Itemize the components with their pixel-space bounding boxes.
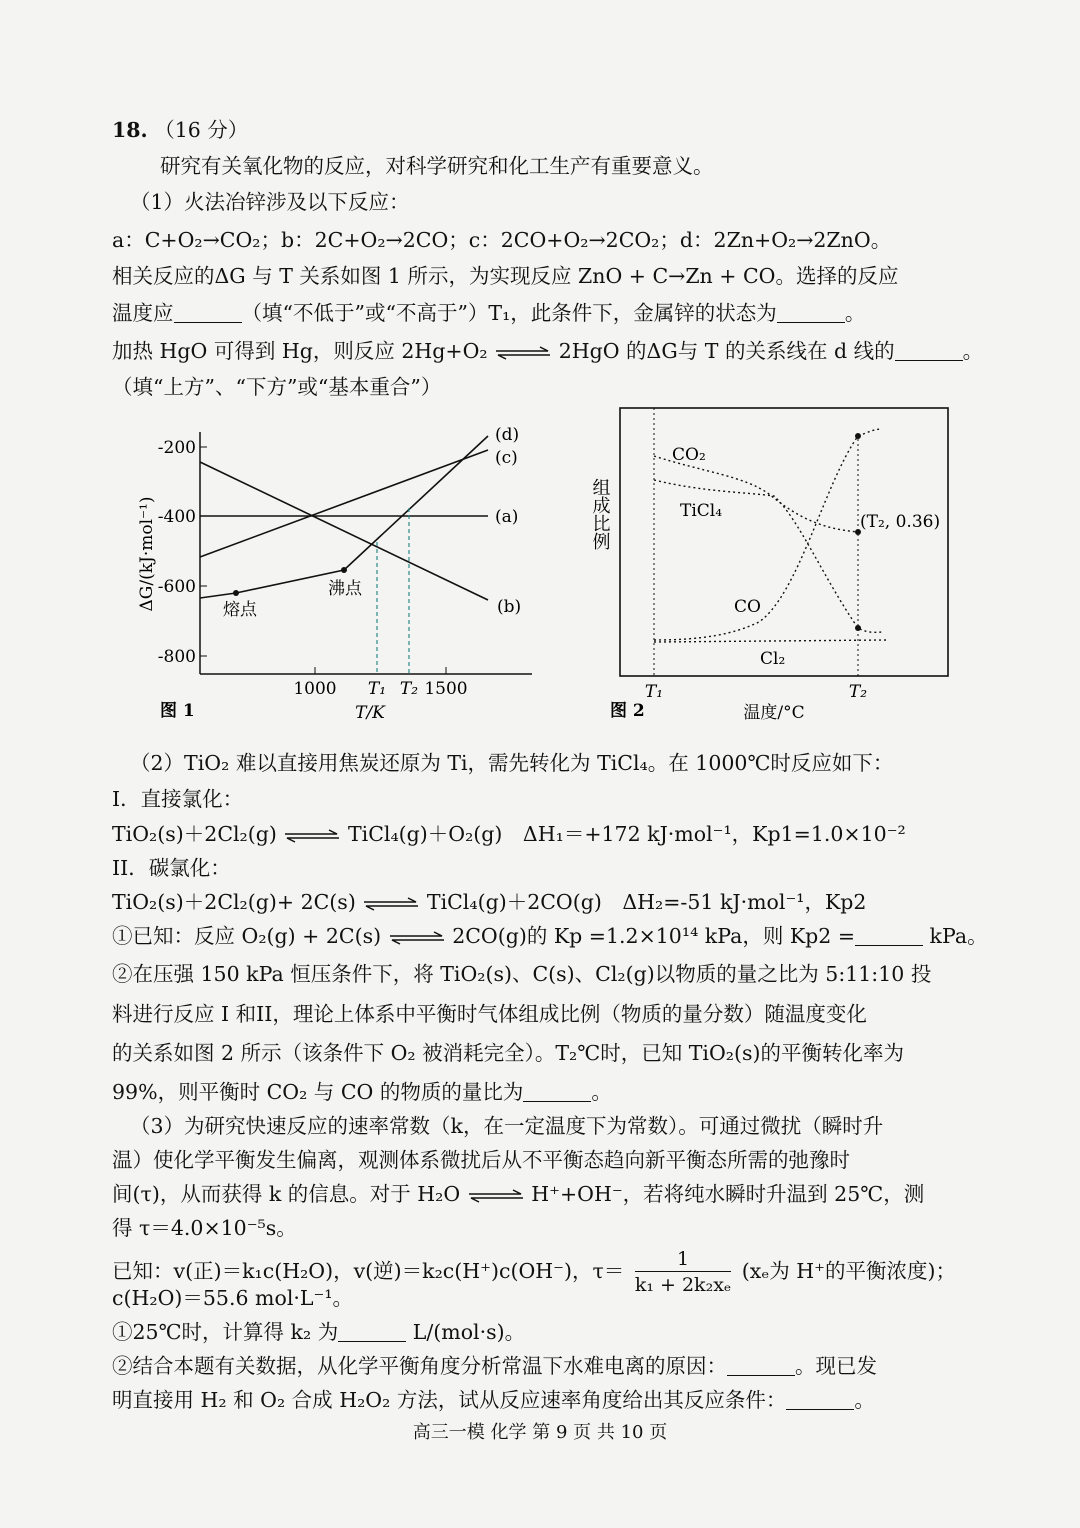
part1-line3: 加热 HgO 可得到 Hg，则反应 2Hg+O₂ 2HgO 的ΔG与 T 的关系线在 d 线的 。 bbox=[112, 339, 984, 363]
question-header bbox=[112, 116, 248, 144]
fig1-melting-label: 熔点 bbox=[223, 600, 257, 620]
fig1-label-b: (b) bbox=[497, 597, 522, 617]
answer-blank-6[interactable] bbox=[338, 1323, 406, 1342]
part2-q2-line1: ②在压强 150 kPa 恒压条件下，将 TiO₂(s)、C(s)、Cl₂(g)以物质的量之比为 5:11:10 投 bbox=[112, 962, 932, 986]
fig1-line-d bbox=[200, 436, 488, 598]
part3-line6: c(H₂O)＝55.6 mol·L⁻¹。 bbox=[112, 1286, 354, 1310]
fig2-xtick: T₂ bbox=[848, 682, 868, 702]
part2-reaction-ii: TiO₂(s)＋2Cl₂(g)+ 2C(s) TiCl₄(g)＋2CO(g) ΔH₂=-51 kJ·mol⁻¹，Kp2 bbox=[112, 890, 867, 914]
question-number: 18. bbox=[112, 118, 148, 142]
fig2-curve-cl2 bbox=[654, 640, 886, 642]
fig1-boiling-label: 沸点 bbox=[328, 579, 362, 599]
part1-line2: 温度应 （填“不低于”或“不高于”）T₁，此条件下，金属锌的状态为 。 bbox=[112, 301, 866, 325]
fraction-denominator: k₁ + 2k₂xₑ bbox=[634, 1274, 732, 1296]
fig1-label-d: (d) bbox=[495, 425, 520, 445]
tau-fraction bbox=[635, 1247, 731, 1298]
intro-text: 研究有关氧化物的反应，对科学研究和化工生产有重要意义。 bbox=[160, 154, 714, 178]
answer-blank-1[interactable] bbox=[174, 304, 242, 323]
equilibrium-arrow-icon bbox=[283, 829, 341, 843]
page-footer: 高三一模 化学 第 9 页 共 10 页 bbox=[412, 1422, 668, 1443]
fig2-caption: 图 2 bbox=[610, 701, 645, 721]
equilibrium-arrow-icon bbox=[467, 1189, 525, 1203]
fig1-caption: 图 1 bbox=[160, 701, 195, 721]
fig1-line-c bbox=[200, 450, 488, 557]
figure1-chart bbox=[128, 412, 548, 728]
part2-reaction-i: TiO₂(s)＋2Cl₂(g) TiCl₄(g)＋O₂(g) ΔH₁＝+172 kJ·mol⁻¹，Kp1=1.0×10⁻² bbox=[112, 822, 906, 846]
fig2-point-label: (T₂, 0.36) bbox=[860, 512, 941, 532]
part1-reactions: a：C+O₂→CO₂；b：2C+O₂→2CO；c：2CO+O₂→2CO₂；d：2Zn+O₂→2ZnO。 bbox=[112, 228, 892, 252]
fig2-xtick: T₁ bbox=[644, 682, 664, 702]
fig2-label-ticl4: TiCl₄ bbox=[680, 501, 723, 521]
part2-q2-line4: 99%，则平衡时 CO₂ 与 CO 的物质的量比为 。 bbox=[112, 1080, 612, 1104]
fig1-melting-point bbox=[233, 590, 239, 596]
fig1-xtick: 1500 bbox=[424, 679, 468, 699]
answer-blank-3[interactable] bbox=[895, 342, 963, 361]
fig1-ytick: -800 bbox=[157, 647, 196, 667]
part1-line1: 相关反应的ΔG 与 T 关系如图 1 所示，为实现反应 ZnO + C→Zn + CO。选择的反应 bbox=[112, 264, 899, 288]
fig2-point bbox=[855, 625, 861, 631]
part1-line4: （填“上方”、“下方”或“基本重合”） bbox=[112, 375, 442, 399]
part3-q3: 明直接用 H₂ 和 O₂ 合成 H₂O₂ 方法，试从反应速率角度给出其反应条件： 。 bbox=[112, 1388, 875, 1412]
fraction-numerator: 1 bbox=[635, 1247, 731, 1272]
part3-line1: （3）为研究快速反应的速率常数（k，在一定温度下为常数）。可通过微扰（瞬时升 bbox=[130, 1114, 884, 1138]
fig2-label-co: CO bbox=[734, 597, 761, 617]
part1-title: （1）火法冶锌涉及以下反应： bbox=[130, 190, 410, 214]
fig1-x-ticks bbox=[293, 667, 467, 699]
fig1-boiling-point bbox=[341, 567, 347, 573]
equilibrium-arrow-icon bbox=[362, 897, 420, 911]
answer-blank-2[interactable] bbox=[777, 304, 845, 323]
fig2-frame bbox=[620, 408, 948, 676]
fig1-xtick: T₂ bbox=[399, 679, 419, 699]
part2-q2-line2: 料进行反应 I 和II，理论上体系中平衡时气体组成比例（物质的量分数）随温度变化 bbox=[112, 1002, 867, 1026]
fig1-xlabel: T/K bbox=[355, 703, 385, 723]
part3-line2: 温）使化学平衡发生偏离，观测体系微扰后从不平衡态趋向新平衡态所需的弛豫时 bbox=[112, 1148, 850, 1172]
fig2-point bbox=[855, 433, 861, 439]
part3-line3: 间(τ)，从而获得 k 的信息。对于 H₂O H⁺+OH⁻，若将纯水瞬时升温到 25℃，测 bbox=[112, 1182, 925, 1206]
part3-q2: ②结合本题有关数据，从化学平衡角度分析常温下水难电离的原因： 。现已发 bbox=[112, 1354, 877, 1378]
figure2-chart bbox=[584, 404, 970, 728]
fig2-ylabel: 组成比例 bbox=[589, 478, 611, 550]
fig1-ytick: -200 bbox=[157, 438, 196, 458]
fig1-ylabel: ΔG/(kJ·mol⁻¹) bbox=[137, 496, 157, 612]
answer-blank-7[interactable] bbox=[727, 1357, 795, 1376]
fig1-label-a: (a) bbox=[495, 507, 519, 527]
part2-q2-line3: 的关系如图 2 所示（该条件下 O₂ 被消耗完全）。T₂℃时，已知 TiO₂(s)的平衡转化率为 bbox=[112, 1041, 904, 1065]
part2-title: （2）TiO₂ 难以直接用焦炭还原为 Ti，需先转化为 TiCl₄。在 1000℃时反应如下： bbox=[130, 751, 894, 775]
part2-q1: ①已知：反应 O₂(g) + 2C(s) 2CO(g)的 Kp =1.2×10¹⁴ kPa，则 Kp2 = kPa。 bbox=[112, 924, 988, 948]
answer-blank-5[interactable] bbox=[523, 1083, 591, 1102]
fig1-label-c: (c) bbox=[495, 448, 518, 468]
part3-q1: ①25℃时，计算得 k₂ 为 L/(mol·s)。 bbox=[112, 1320, 526, 1344]
fig1-ytick: -400 bbox=[157, 507, 196, 527]
fig1-xtick: 1000 bbox=[293, 679, 337, 699]
fig2-xlabel: 温度/°C bbox=[743, 703, 805, 723]
answer-blank-4[interactable] bbox=[855, 927, 923, 946]
answer-blank-8[interactable] bbox=[786, 1391, 854, 1410]
fig2-label-co2: CO₂ bbox=[672, 445, 706, 465]
part2-ii-title: II．碳氯化： bbox=[112, 856, 231, 880]
part2-i-title: I．直接氯化： bbox=[112, 787, 244, 811]
fig2-label-cl2: Cl₂ bbox=[760, 649, 786, 669]
fig1-xtick: T₁ bbox=[367, 679, 387, 699]
equilibrium-arrow-icon bbox=[494, 346, 552, 360]
fig1-ytick: -600 bbox=[157, 577, 196, 597]
question-points: （16 分） bbox=[154, 118, 249, 142]
equilibrium-arrow-icon bbox=[388, 931, 446, 945]
part3-line4: 得 τ＝4.0×10⁻⁵s。 bbox=[112, 1216, 297, 1240]
part3-line5: 已知：v(正)＝k₁c(H₂O)，v(逆)＝k₂c(H⁺)c(OH⁻)，τ＝ $\frac{1}{\text{k₁ + 2k₂xₑ}}$ (xₑ为 H⁺的平衡浓度)； bbox=[112, 1248, 957, 1296]
